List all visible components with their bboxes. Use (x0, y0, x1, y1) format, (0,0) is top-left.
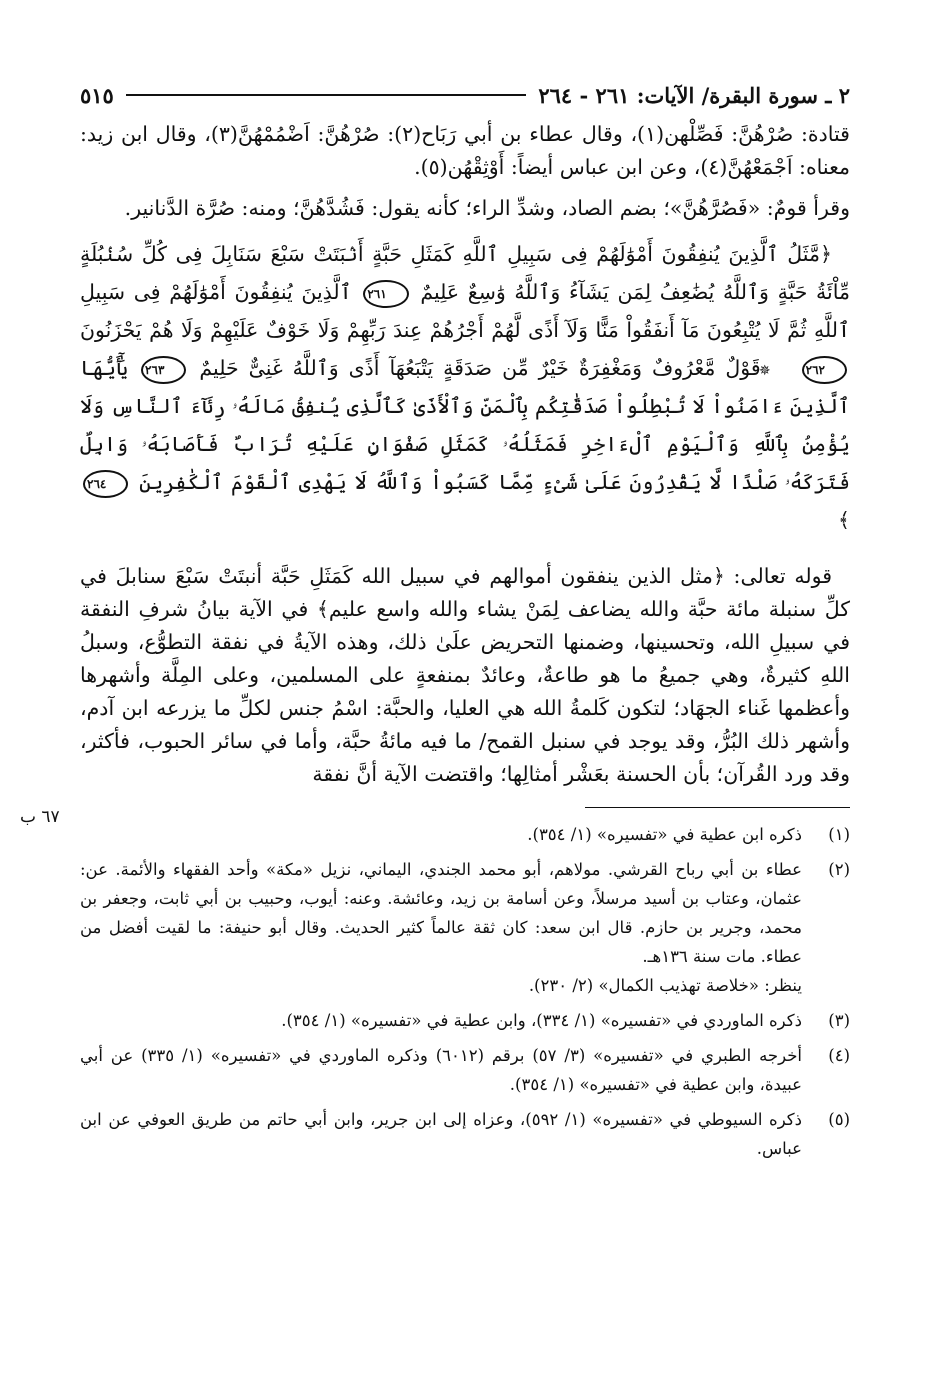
footnote-2 (80, 855, 850, 1000)
footnote-body (80, 1041, 802, 1099)
footnote-body (80, 820, 802, 849)
footnotes (80, 820, 850, 1163)
running-header (80, 78, 850, 112)
verse-number-264: ٢٦٤ (83, 470, 128, 498)
paragraph-1: قتادة: صُرْهُنَّ: فَصِّلْهن(١)، وقال عطاء بن أبي رَبَاح(٢): صُرْهُنَّ: اَضْمُمْهُنَّ(٣)، وقال ابن زيد: معناه: اَجْمَعْهُنَّ(٤)، وعن ابن عباس أيضاً: أَوْثِقْهُن(٥). (80, 122, 850, 179)
footnote-number: (٣) (828, 1010, 850, 1030)
footnote-number: (٢) (828, 859, 850, 879)
footnote-line: ذكره السيوطي في «تفسيره» (١/ ٥٩٢)، وعزاه إلى ابن جرير، وابن أبي حاتم من طريق العوفي عن ابن عباس. (80, 1109, 803, 1158)
footnote-line: عطاء بن أبي رباح القرشي. مولاهم، أبو محمد الجندي، اليماني، نزيل «مكة» وأحد الفقهاء والأئمة. عن: عثمان، وعتاب بن أسيد مرسلاً، وعن أسامة بن زيد، وعائشة. وعنه: أيوب، وحبيب بن أبي ثابت، وجعفر بن محمد، وجرير بن حازم. قال ابن سعد: كان ثقة عالماً كثير الحديث. وقال أبو حنيفة: ما لقيت أفضل من عطاء. مات سنة ١٣٦هـ. (80, 859, 802, 966)
footnote-body (80, 855, 802, 1000)
footnote-number: (١) (828, 824, 850, 844)
footnote-separator (585, 807, 850, 808)
verse-262-text: ٱلَّذِينَ يُنفِقُونَ أَمْوَٰلَهُمْ فِى سَبِيلِ ٱللَّهِ ثُمَّ لَا يُتْبِعُونَ مَآ أَنفَقُواْ مَنًّا وَلَآ أَذًى لَّهُمْ أَجْرُهُمْ عِندَ رَبِّهِمْ وَلَا خَوْفٌ عَلَيْهِمْ وَلَا هُمْ يَحْزَنُونَ (80, 280, 850, 342)
footnote-body (80, 1006, 802, 1035)
page-number: ٥١٥ (80, 82, 114, 108)
verse-number-262: ٢٦٢ (802, 356, 847, 384)
commentary-paragraph: قوله تعالى: ﴿مثل الذين ينفقون أموالهم في سبيل الله كَمَثَلِ حَبَّة أنبتَتْ سَبْعَ سنابلَ في كلِّ سنبلة مائة حبَّة والله يضاعف لِمَنْ يشاء والله واسع عليم﴾ في الآية بيانُ شرفِ النفقة في سبيلِ الله، وتحسينها، وضمنها التحريض علَىٰ ذلك، وهذه الآيةُ في نفقة التطوُّع، وسبلُ اللهِ كثيرةٌ، وهي جميعُ ما هو طاعةٌ، وعائدٌ بمنفعةٍ على المسلمين، وعلى المِلَّة وأشهرها وأعظمها غَناء الجهَاد؛ لتكون كَلمةُ الله هي العليا، والحبَّة: اسْمُ جنس لكلِّ ما يزرعه ابن آدم، وأشهر ذلك البُرُّ، وقد يوجد في سنبل القمح/ ما فيه مائةُ حبَّة، وأما في سائر الحبوب، فأكثر، وقد ورد القُرآن؛ بأن الحسنة بعَشْر أمثالِها؛ واقتضت الآية أنَّ نفقة (80, 563, 850, 786)
footnote-5 (80, 1105, 850, 1163)
footnote-body (80, 1105, 802, 1163)
margin-folio-note: ٦٧ ب (20, 807, 60, 827)
footnote-line: ذكره الماوردي في «تفسيره» (١/ ٣٣٤)، وابن عطية في «تفسيره» (١/ ٣٥٤). (281, 1010, 802, 1030)
quran-verses (80, 235, 850, 539)
footnote-number: (٤) (828, 1045, 850, 1065)
verse-264-text: يَٰٓأَيُّهَا ٱلَّذِينَ ءَامَنُواْ لَا تُبْطِلُواْ صَدَقَٰتِكُم بِٱلْمَنِّ وَٱلْأَذَىٰ كَٱلَّذِى يُنفِقُ مَالَهُۥ رِئَآءَ ٱلنَّاسِ وَلَا يُؤْمِنُ بِٱللَّهِ وَٱلْيَوْمِ ٱلْءَاخِرِ فَمَثَلُهُۥ كَمَثَلِ صَفْوَانٍ عَلَيْهِ تُرَابٌ فَأَصَابَهُۥ وَابِلٌ فَتَرَكَهُۥ صَلْدًا لَّا يَقْدِرُونَ عَلَىٰ شَىْءٍ مِّمَّا كَسَبُواْ وَٱللَّهُ لَا يَهْدِى ٱلْقَوْمَ ٱلْكَٰفِرِينَ (80, 356, 850, 494)
footnote-1 (80, 820, 850, 849)
running-title: ٢ ـ سورة البقرة/ الآيات: ٢٦١ - ٢٦٤ (538, 82, 850, 108)
header-rule (126, 94, 527, 96)
page (80, 78, 850, 1169)
footnote-line: ينظر: «خلاصة تهذيب الكمال» (٢/ ٢٣٠). (528, 975, 802, 995)
paragraph-2: وقرأ قومٌ: «فَصُرَّهُنَّ»؛ بضم الصاد، وشدِّ الراء؛ كأنه يقول: فَشُدَّهُنَّ؛ ومنه: صُرَّة الدَّنانير. (124, 196, 850, 220)
footnote-3 (80, 1006, 850, 1035)
footnote-4 (80, 1041, 850, 1099)
quran-close-bracket: ﴾ (837, 508, 850, 532)
verse-261-text: ﴿مَّثَلُ ٱلَّذِينَ يُنفِقُونَ أَمْوَٰلَهُمْ فِى سَبِيلِ ٱللَّهِ كَمَثَلِ حَبَّةٍ أَنۢبَتَتْ سَبْعَ سَنَابِلَ فِى كُلِّ سُنۢبُلَةٍ مِّاْئَةُ حَبَّةٍ وَٱللَّهُ يُضَٰعِفُ لِمَن يَشَآءُ وَٱللَّهُ وَٰسِعٌ عَلِيمٌ (80, 242, 850, 304)
verse-number-261: ٢٦١ (363, 280, 408, 308)
rosette-icon: ✵ (758, 363, 771, 379)
verse-263-text: قَوْلٌ مَّعْرُوفٌ وَمَغْفِرَةٌ خَيْرٌ مِّن صَدَقَةٍ يَتْبَعُهَآ أَذًى وَٱللَّهُ غَنِىٌّ حَلِيمٌ (199, 356, 761, 380)
verse-number-263: ٢٦٣ (141, 356, 186, 384)
footnote-line: أخرجه الطبري في «تفسيره» (٣/ ٥٧) برقم (٦٠١٢) وذكره الماوردي في «تفسيره» (١/ ٣٣٥) عن أبي عبيدة، وابن عطية في «تفسيره» (١/ ٣٥٤). (80, 1045, 803, 1094)
footnote-line: ذكره ابن عطية في «تفسيره» (١/ ٣٥٤). (527, 824, 802, 844)
footnote-number: (٥) (828, 1109, 850, 1129)
